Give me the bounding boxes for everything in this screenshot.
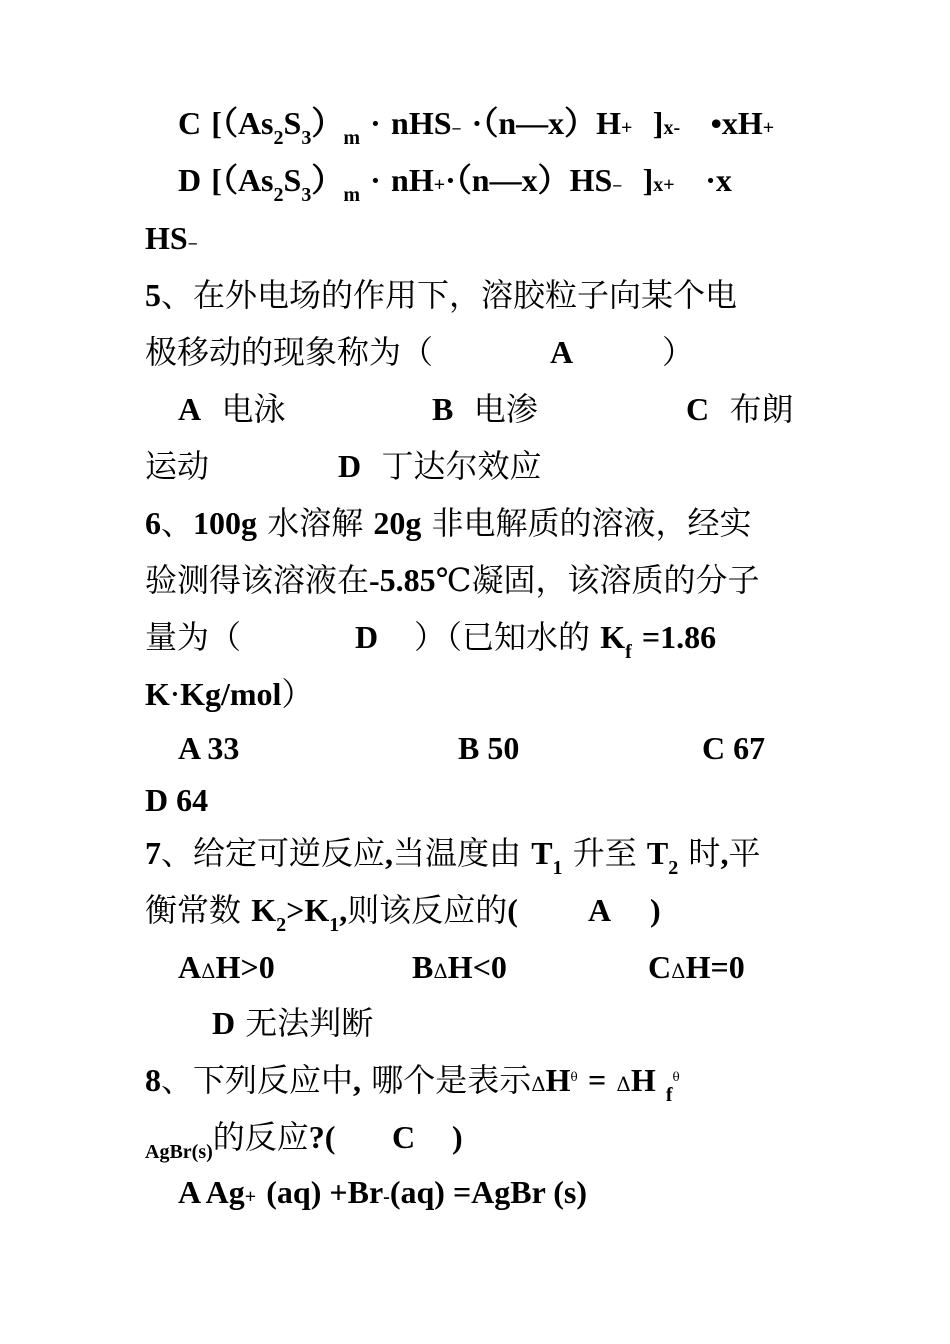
q6-stem-line1 (145, 503, 752, 543)
q8-a-text1: A Ag (178, 1174, 245, 1210)
q7-d-label: D (212, 1005, 236, 1041)
q5-close-paren: ） (662, 333, 695, 371)
q5-c-label: C (686, 391, 710, 427)
q5-b-text: 电渗 (473, 390, 538, 428)
q6-option-a: A 33 (178, 730, 240, 766)
q6-p5: ℃凝固，该溶质的分子 (435, 561, 760, 599)
q7-comma2: , (720, 835, 729, 871)
q8-theta1: θ (570, 1070, 578, 1084)
q4-c-mid: （n—x）H (482, 105, 622, 141)
q5-a-text: 电泳 (221, 390, 286, 428)
q4-c-minus: – (451, 115, 462, 139)
q8-delta2: Δ (616, 1072, 631, 1096)
q8-p1: 、下列反应中 (161, 1061, 354, 1099)
q6-mass2: 20g (373, 505, 422, 541)
q8-comma: , (353, 1062, 362, 1098)
q8-theta2: θ (672, 1070, 680, 1084)
q4-c-tail-plus: + (762, 117, 775, 139)
q7-c-delta: Δ (671, 959, 686, 983)
q6-p6: 量为（ (145, 618, 242, 656)
q4-c-plus: + (621, 117, 633, 139)
q7-p1: 、给定可逆反应 (161, 834, 386, 872)
q4-c-nhs: nHS (391, 105, 452, 141)
q7-d-text: 无法判断 (245, 1004, 374, 1042)
q7-option-b (412, 947, 507, 991)
q8-answer: C (392, 1119, 416, 1155)
q6-p3: 非电解质的溶液，经实 (431, 504, 752, 542)
q6-p7: ）（已知水的 (414, 618, 591, 656)
q4-c-s: S (283, 105, 302, 141)
q4-c-sub3: 3 (301, 127, 312, 149)
q7-option-a (178, 947, 275, 991)
q4-d-nh: nH (391, 162, 434, 198)
q7-k1: 1 (329, 914, 340, 936)
q7-comma3: , (339, 892, 348, 928)
q6-k-sub: f (625, 641, 632, 663)
q5-stem2: 极移动的现象称为（ (145, 333, 434, 371)
q4-option-c (178, 103, 774, 148)
q4-d-bracket: ] (642, 162, 654, 198)
q8-number: 8 (145, 1062, 161, 1098)
q6-temp: -5.85 (369, 562, 436, 598)
q5-stem1: 、在外电场的作用下，溶胶粒子向某个电 (161, 276, 738, 314)
q7-k2: 2 (276, 914, 287, 936)
q6-unit-k: K (145, 676, 170, 712)
q4-c-bracket: ] (652, 105, 664, 141)
q4-c-tail: •xH (710, 105, 763, 141)
q4-c-close: ） (311, 105, 344, 141)
q8-hf: H (630, 1062, 656, 1098)
q4-d-plus: + (433, 174, 446, 196)
q7-b-label: B (412, 949, 434, 985)
q7-close: ) (650, 892, 661, 928)
q4-d-hs-minus: – (187, 230, 198, 254)
q5-c-text1: 布朗 (729, 390, 794, 428)
q4-d-close: ） (311, 162, 344, 198)
q4-d-charge: x+ (653, 174, 675, 196)
q7-comma1: , (385, 835, 394, 871)
q4-d-minus: – (612, 172, 623, 196)
q6-number: 6 (145, 505, 161, 541)
q7-t1: 1 (552, 857, 563, 879)
q7-k: K (251, 892, 277, 928)
q8-stem-line1 (145, 1060, 680, 1107)
q7-c-label: C (648, 949, 672, 985)
q7-number: 7 (145, 835, 161, 871)
q4-d-tail: ·x (705, 162, 732, 198)
q8-a-plus: + (244, 1186, 257, 1208)
q4-d-s: S (283, 162, 302, 198)
q5-option-a (178, 389, 285, 429)
q6-unit-close: ） (281, 675, 314, 713)
q8-eq: = (587, 1062, 607, 1098)
q6-unit (145, 674, 313, 714)
q7-c-text: H=0 (685, 949, 745, 985)
q5-number: 5 (145, 277, 161, 313)
q6-stem-line2 (145, 560, 759, 600)
q6-unit-dot: · (169, 675, 181, 713)
q4-c-subm: m (343, 127, 360, 149)
q7-a-label: A (178, 949, 202, 985)
q8-close: ) (452, 1119, 463, 1155)
q7-p7: 则该反应的 (347, 891, 508, 929)
q8-a-text3: (aq) =AgBr (s) (389, 1174, 588, 1210)
q8-option-a (178, 1172, 587, 1217)
q6-answer: D (355, 619, 379, 655)
q4-d-label: D (178, 162, 202, 198)
q6-stem-line3 (145, 617, 241, 657)
q5-option-d (338, 446, 541, 486)
q5-option-c (686, 389, 793, 429)
q6-p4: 验测得该溶液在 (145, 561, 370, 599)
q4-option-d (178, 160, 732, 205)
q7-p5: 平 (728, 834, 761, 872)
q7-p6: 衡常数 (145, 891, 242, 929)
q7-p2: 当温度由 (393, 834, 522, 872)
q6-given (414, 617, 716, 662)
q7-answer: A (588, 892, 612, 928)
q7-a-delta: Δ (201, 959, 216, 983)
q4-c-sub2: 2 (273, 127, 284, 149)
q8-a-text2: (aq) +Br (266, 1174, 384, 1210)
q8-f-sub: f (665, 1084, 673, 1106)
q5-c-text2: 运动 (145, 447, 210, 485)
q7-option-c (648, 947, 745, 991)
q7-a-text: H>0 (215, 949, 275, 985)
q4-c-charge: x- (663, 117, 681, 139)
q8-p3: 的反应 (212, 1118, 309, 1156)
q7-gt: >K (286, 892, 330, 928)
q8-h: H (545, 1062, 571, 1098)
q4-c-dot2: · (471, 105, 483, 141)
q4-d-open: [（As (211, 162, 274, 198)
q4-d-sub2: 2 (273, 184, 284, 206)
q7-option-d (212, 1003, 373, 1043)
q8-q: ?( (308, 1119, 336, 1155)
q7-t-second: T (646, 835, 669, 871)
q6-k: K (600, 619, 626, 655)
q4-d-subm: m (343, 184, 360, 206)
q7-t: T (531, 835, 553, 871)
q5-answer: A (550, 334, 574, 370)
q4-d-mid: ·（n—x）HS (445, 162, 613, 198)
q4-c-label: C (178, 105, 202, 141)
q7-b-delta: Δ (433, 959, 448, 983)
q6-p2: 水溶解 (267, 504, 364, 542)
q7-t2: 2 (668, 857, 679, 879)
q6-kval: =1.86 (641, 619, 717, 655)
q6-option-b: B 50 (458, 730, 520, 766)
q5-option-b (432, 389, 538, 429)
q5-stem-line2 (145, 332, 433, 372)
q6-mass1: 100g (193, 505, 258, 541)
q7-p4: 时 (688, 834, 721, 872)
q8-agbr-sub: AgBr(s) (145, 1141, 213, 1163)
q5-a-label: A (178, 391, 202, 427)
q5-b-label: B (432, 391, 454, 427)
q4-c-open: [（As (211, 105, 274, 141)
q4-d-sub3: 3 (301, 184, 312, 206)
q7-p3: 升至 (572, 834, 637, 872)
q5-stem-line1 (145, 275, 737, 315)
q6-unit-rest: Kg/mol (180, 676, 282, 712)
q7-b-text: H<0 (447, 949, 507, 985)
q8-p2: 哪个是表示 (371, 1061, 532, 1099)
q8-a-minus: - (383, 1186, 390, 1208)
q7-open: ( (507, 892, 518, 928)
q4-c-dot: · (370, 105, 381, 141)
q5-d-text: 丁达尔效应 (381, 447, 542, 485)
q4-d-dot: · (370, 162, 381, 198)
q7-stem-line1 (145, 833, 760, 878)
q7-stem-line2 (145, 890, 518, 935)
q6-option-c: C 67 (702, 730, 766, 766)
q8-stem-line2 (145, 1117, 335, 1162)
q8-delta1: Δ (531, 1072, 546, 1096)
q4-d-hs: HS (145, 220, 188, 256)
q5-d-label: D (338, 448, 362, 484)
q4-d-continuation (145, 218, 198, 262)
q6-p1: 、 (161, 504, 194, 542)
q6-option-d: D 64 (145, 782, 209, 818)
